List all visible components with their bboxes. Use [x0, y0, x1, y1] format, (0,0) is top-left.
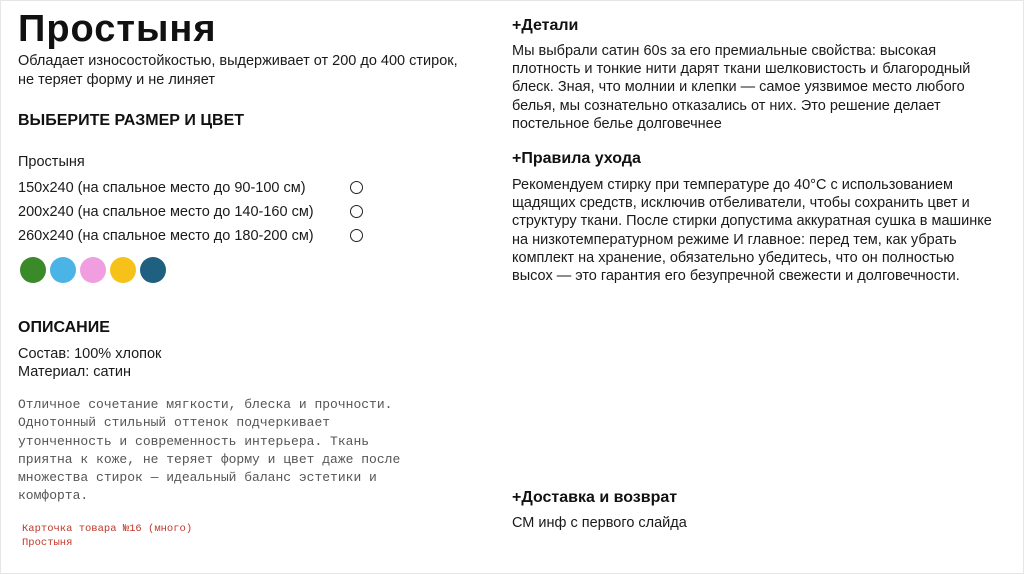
- size-group-label: Простыня: [18, 154, 85, 170]
- size-option-label: 150х240 (на спальное место до 90-100 см): [18, 180, 306, 196]
- composition-text: Состав: 100% хлопок: [18, 346, 162, 362]
- details-toggle[interactable]: +Детали: [512, 17, 579, 34]
- care-text: Рекомендуем стирку при температуре до 40°С с использованием щадящих средств, исключив отбеливатели, чтобы сохранить цвет и структуру ткани. После стирки допустима аккуратная сушка в машинке на низкотемпературном режиме И главное: перед тем, как убрать комплект на хранение, обязательно убедитесь, что он полностью высох — это гарантия его безупречной свежести и долговечности.: [512, 177, 992, 285]
- color-swatch-light-blue[interactable]: [50, 257, 76, 283]
- description-heading: ОПИСАНИЕ: [18, 319, 110, 336]
- composition-block: [18, 345, 161, 381]
- color-swatch-pink[interactable]: [80, 257, 106, 283]
- size-option-150x240[interactable]: [18, 178, 370, 198]
- size-option-200x240[interactable]: [18, 202, 370, 222]
- details-text: Мы выбрали сатин 60s за его премиальные свойства: высокая плотность и тонкие нити дарят ткани шелковистость и благородный блеск. Зная, что молнии и клепки — самое уязвимое место любого белья, мы сознательно отказались от них. Это решение делает постельное белье долговечнее: [512, 43, 971, 132]
- radio-button[interactable]: [350, 205, 363, 218]
- size-option-label: 260х240 (на спальное место до 180-200 см): [18, 228, 314, 244]
- delivery-text: СМ инф с первого слайда: [512, 515, 687, 531]
- radio-button[interactable]: [350, 181, 363, 194]
- size-color-heading: ВЫБЕРИТЕ РАЗМЕР И ЦВЕТ: [18, 112, 245, 129]
- description-text: Отличное сочетание мягкости, блеска и прочности. Однотонный стильный оттенок подчеркивает утонченность и современность интерьера. Ткань приятна к коже, не теряет форму и цвет даже после множества стирок — идеальный баланс эстетики и комфорта.: [18, 397, 401, 504]
- product-title: Простыня: [18, 8, 217, 50]
- product-subtitle: Обладает износостойкостью, выдерживает от 200 до 400 стирок, не теряет форму и не линяет: [18, 53, 458, 88]
- card-note: Карточка товара №16 (много) Простыня: [22, 523, 193, 549]
- color-swatch-yellow[interactable]: [110, 257, 136, 283]
- size-option-260x240[interactable]: [18, 226, 370, 246]
- delivery-toggle[interactable]: +Доставка и возврат: [512, 489, 678, 506]
- radio-button[interactable]: [350, 229, 363, 242]
- color-swatch-green[interactable]: [20, 257, 46, 283]
- color-swatch-dark-blue[interactable]: [140, 257, 166, 283]
- care-toggle[interactable]: +Правила ухода: [512, 150, 641, 167]
- size-option-label: 200х240 (на спальное место до 140-160 см): [18, 204, 314, 220]
- material-text: Материал: сатин: [18, 364, 132, 380]
